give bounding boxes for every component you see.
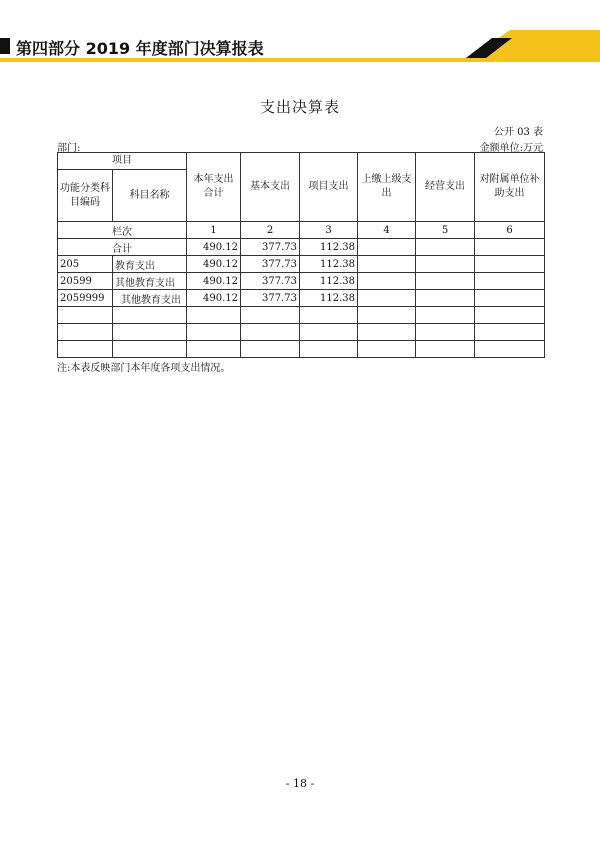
header-bar (0, 38, 10, 54)
header-project: 项目支出 (300, 153, 358, 222)
col-num: 6 (475, 222, 545, 239)
empty-row (58, 324, 545, 341)
header-business: 经营支出 (416, 153, 475, 222)
header-basic: 基本支出 (241, 153, 300, 222)
header-upper: 上缴上级支出 (358, 153, 416, 222)
empty-row (58, 307, 545, 324)
column-number-row (58, 222, 545, 239)
cell-name: 其他教育支出 (113, 273, 187, 290)
header-total: 本年支出合计 (187, 153, 241, 222)
expenditure-table (57, 152, 545, 358)
col-num: 5 (416, 222, 475, 239)
cell-project: 112.38 (300, 256, 358, 273)
cell-basic: 377.73 (241, 256, 300, 273)
col-num: 4 (358, 222, 416, 239)
cell-project: 112.38 (300, 239, 358, 256)
cell-basic: 377.73 (241, 273, 300, 290)
cell-name: 其他教育支出 (113, 290, 187, 307)
col-label: 栏次 (58, 222, 187, 239)
total-row (58, 239, 545, 256)
col-num: 1 (187, 222, 241, 239)
table-note: 注:本表反映部门本年度各项支出情况。 (57, 363, 231, 374)
section-title: 第四部分 2019 年度部门决算报表 (16, 39, 264, 58)
cell-code: 2059999 (58, 290, 113, 307)
total-label: 合计 (58, 239, 187, 256)
page-number: - 18 - (285, 777, 315, 790)
page-title: 支出决算表 (259, 98, 340, 116)
cell-project: 112.38 (300, 290, 358, 307)
header-subsidy: 对附属单位补助支出 (475, 153, 545, 222)
cell-project: 112.38 (300, 273, 358, 290)
cell-basic: 377.73 (241, 239, 300, 256)
empty-row (58, 341, 545, 358)
header-name: 科目名称 (113, 170, 187, 222)
col-num: 2 (241, 222, 300, 239)
table-row (58, 290, 545, 307)
cell-name: 教育支出 (113, 256, 187, 273)
cell-code: 20599 (58, 273, 113, 290)
department-label: 部门: (57, 143, 81, 154)
cell-total: 490.12 (187, 273, 241, 290)
table-row (58, 256, 545, 273)
header-code: 功能分类科目编码 (58, 170, 113, 222)
cell-total: 490.12 (187, 239, 241, 256)
cell-total: 490.12 (187, 290, 241, 307)
col-num: 3 (300, 222, 358, 239)
unit-label: 金额单位:万元 (479, 143, 543, 154)
cell-total: 490.12 (187, 256, 241, 273)
page-header (0, 0, 600, 66)
form-number: 公开 03 表 (493, 127, 543, 138)
header-item: 项目 (58, 153, 187, 170)
cell-code: 205 (58, 256, 113, 273)
table-row (58, 273, 545, 290)
cell-basic: 377.73 (241, 290, 300, 307)
